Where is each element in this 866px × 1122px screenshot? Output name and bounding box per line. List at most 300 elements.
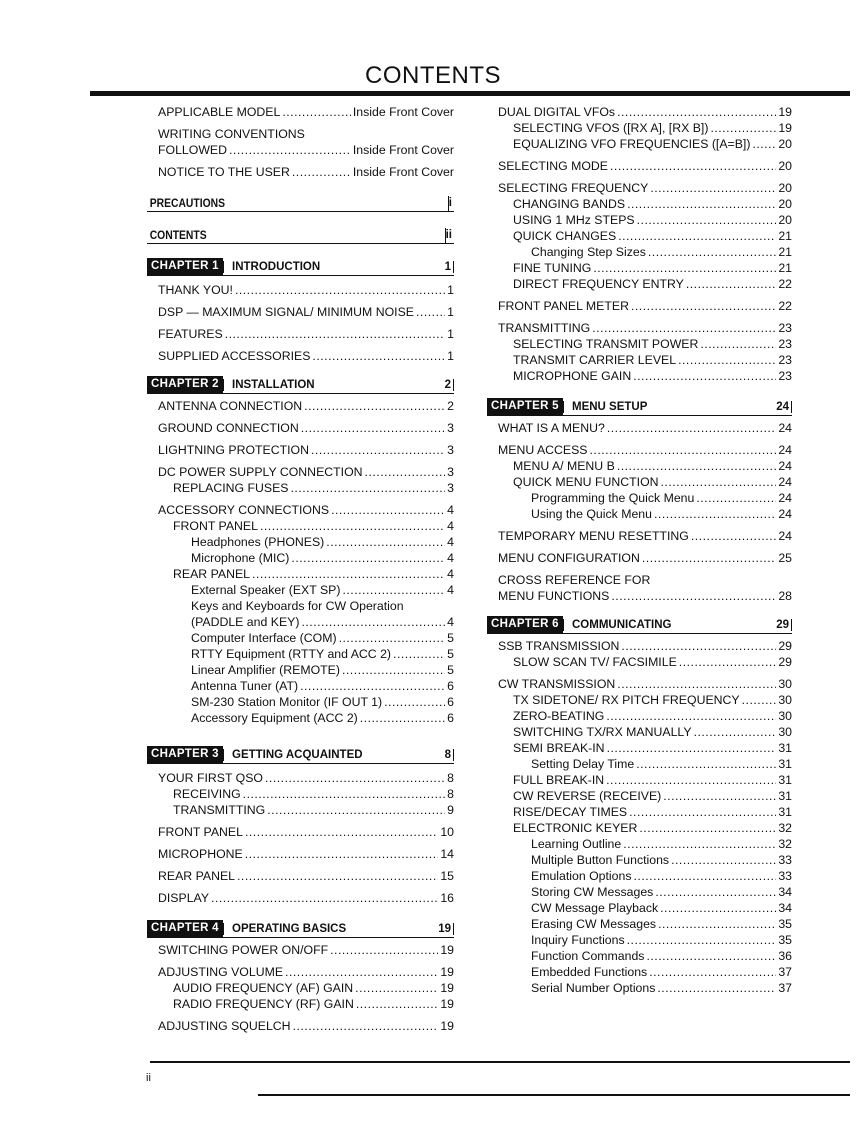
entry-label: YOUR FIRST QSO: [158, 771, 263, 785]
toc-entry[interactable]: [158, 942, 454, 958]
toc-entry[interactable]: [498, 228, 792, 244]
entry-label: EQUALIZING VFO FREQUENCIES ([A=B]): [513, 137, 751, 151]
entry-label: ADJUSTING VOLUME: [158, 965, 284, 979]
section-heading[interactable]: [147, 228, 454, 244]
dot-leader: [606, 708, 776, 724]
entry-page: 3: [447, 421, 454, 435]
chapter-heading[interactable]: [147, 920, 454, 938]
toc-right-column: [491, 104, 792, 996]
toc-entry[interactable]: [158, 890, 454, 906]
entry-line: [191, 614, 454, 630]
dot-leader: [265, 770, 445, 786]
toc-entry[interactable]: [498, 572, 792, 604]
toc-entry[interactable]: [158, 480, 454, 496]
entry-page: 24: [778, 475, 792, 489]
dot-leader: [646, 948, 776, 964]
entry-page: 6: [447, 679, 454, 693]
entry-label: SSB TRANSMISSION: [498, 639, 620, 653]
entry-label: TX SIDETONE/ RX PITCH FREQUENCY: [513, 693, 740, 707]
dot-leader: [301, 420, 445, 436]
entry-page: 34: [778, 885, 792, 899]
section-heading[interactable]: [147, 196, 454, 212]
dot-leader: [245, 824, 438, 840]
entry-label: WHAT IS A MENU?: [498, 421, 605, 435]
chapter-title: COMMUNICATING: [563, 619, 772, 631]
dot-leader: [292, 164, 351, 180]
chapter-badge: CHAPTER 3: [147, 746, 223, 763]
page-number: ii: [146, 1072, 151, 1084]
toc-entry[interactable]: [158, 646, 454, 662]
dot-leader: [229, 142, 351, 158]
section-title: PRECAUTIONS: [149, 197, 226, 210]
entry-page: 24: [778, 507, 792, 521]
entry-label: RECEIVING: [173, 787, 241, 801]
toc-entry[interactable]: [498, 336, 792, 352]
entry-label: Changing Step Sizes: [531, 245, 646, 259]
entry-page: 19: [440, 943, 454, 957]
dot-leader: [636, 756, 776, 772]
entry-label: ZERO-BEATING: [513, 709, 605, 723]
entry-page: 4: [447, 503, 454, 517]
entry-page: 30: [778, 677, 792, 691]
dot-leader: [237, 868, 438, 884]
entry-label: DUAL DIGITAL VFOs: [498, 105, 616, 119]
toc-entry[interactable]: [498, 352, 792, 368]
entry-page: 35: [778, 933, 792, 947]
toc-entry[interactable]: [498, 868, 792, 884]
toc-entry[interactable]: [498, 180, 792, 196]
entry-label: SLOW SCAN TV/ FACSIMILE: [513, 655, 677, 669]
entry-page: 2: [447, 399, 454, 413]
chapter-title: INSTALLATION: [223, 379, 441, 391]
toc-entry[interactable]: [158, 868, 454, 884]
entry-label: Embedded Functions: [531, 965, 648, 979]
toc-entry[interactable]: [498, 638, 792, 654]
entry-page: 8: [447, 787, 454, 801]
page-title: CONTENTS: [365, 62, 501, 89]
entry-label: Computer Interface (COM): [191, 631, 337, 645]
entry-page: 31: [778, 789, 792, 803]
entry-label: CW REVERSE (RECEIVE): [513, 789, 662, 803]
dot-leader: [285, 964, 438, 980]
toc-entry[interactable]: [498, 506, 792, 522]
entry-label: QUICK MENU FUNCTION: [513, 475, 659, 489]
entry-label: CHANGING BANDS: [513, 197, 626, 211]
entry-label: Keys and Keyboards for CW Operation: [191, 599, 404, 613]
entry-page: 29: [778, 655, 792, 669]
entry-page: 19: [440, 965, 454, 979]
toc-entry[interactable]: [498, 458, 792, 474]
entry-page: 8: [447, 771, 454, 785]
entry-label: ANTENNA CONNECTION: [158, 399, 303, 413]
entry-page: 24: [778, 443, 792, 457]
entry-label: SWITCHING TX/RX MANUALLY: [513, 725, 692, 739]
entry-page: 10: [440, 825, 454, 839]
toc-entry[interactable]: [498, 442, 792, 458]
dot-leader: [360, 710, 445, 726]
dot-leader: [633, 868, 776, 884]
entry-label: Antenna Tuner (AT): [191, 679, 299, 693]
entry-page: 4: [447, 567, 454, 581]
entry-label: SWITCHING POWER ON/OFF: [158, 943, 329, 957]
entry-label: RADIO FREQUENCY (RF) GAIN: [173, 997, 354, 1011]
toc-entry[interactable]: [158, 770, 454, 786]
toc-entry[interactable]: [498, 136, 792, 152]
toc-entry[interactable]: [498, 788, 792, 804]
dot-leader: [617, 676, 776, 692]
toc-entry[interactable]: [158, 996, 454, 1012]
toc-entry[interactable]: [498, 550, 792, 566]
toc-entry[interactable]: [498, 676, 792, 692]
dot-leader: [742, 692, 777, 708]
chapter-page: 24: [772, 401, 792, 413]
toc-entry[interactable]: [498, 368, 792, 384]
dot-leader: [679, 654, 777, 670]
entry-label: Emulation Options: [531, 869, 632, 883]
entry-label: Erasing CW Messages: [531, 917, 657, 931]
entry-label: DSP — MAXIMUM SIGNAL/ MINIMUM NOISE: [158, 305, 414, 319]
toc-entry[interactable]: [158, 304, 454, 320]
toc-entry[interactable]: [498, 298, 792, 314]
entry-page: 23: [778, 337, 792, 351]
dot-leader: [331, 502, 445, 518]
toc-entry[interactable]: [158, 282, 454, 298]
chapter-heading[interactable]: [147, 376, 454, 394]
entry-page: 1: [447, 283, 454, 297]
dot-leader: [312, 348, 445, 364]
entry-page: 31: [778, 757, 792, 771]
toc-entry[interactable]: [158, 502, 454, 518]
toc-entry[interactable]: [158, 662, 454, 678]
dot-leader: [663, 788, 776, 804]
entry-page: 5: [447, 647, 454, 661]
toc-entry[interactable]: [158, 420, 454, 436]
toc-entry[interactable]: [498, 820, 792, 836]
toc-entry[interactable]: [158, 464, 454, 480]
dot-leader: [235, 282, 445, 298]
entry-label: Using the Quick Menu: [531, 507, 652, 521]
entry-page: 20: [778, 197, 792, 211]
toc-entry[interactable]: [498, 474, 792, 490]
entry-label: Multiple Button Functions: [531, 853, 670, 867]
toc-entry[interactable]: [158, 964, 454, 980]
entry-label: FRONT PANEL: [158, 825, 243, 839]
dot-leader: [661, 474, 777, 490]
entry-page: 1: [447, 349, 454, 363]
entry-label: THANK YOU!: [158, 283, 233, 297]
toc-entry[interactable]: [158, 678, 454, 694]
toc-entry[interactable]: [498, 916, 792, 932]
toc-entry[interactable]: [498, 724, 792, 740]
entry-page: 9: [447, 803, 454, 817]
toc-entry[interactable]: [498, 756, 792, 772]
entry-page: 20: [778, 159, 792, 173]
entry-label: FINE TUNING: [513, 261, 592, 275]
entry-label: GROUND CONNECTION: [158, 421, 299, 435]
chapter-page: 2: [441, 379, 454, 391]
entry-page: 21: [778, 229, 792, 243]
entry-label: TRANSMITTING: [498, 321, 591, 335]
toc-entry[interactable]: [498, 244, 792, 260]
toc-entry[interactable]: [498, 654, 792, 670]
entry-page: 28: [778, 589, 792, 603]
dot-leader: [610, 158, 776, 174]
chapter-heading[interactable]: [147, 258, 454, 276]
entry-page: Inside Front Cover: [352, 165, 454, 179]
toc-entry[interactable]: [498, 420, 792, 436]
entry-label: Serial Number Options: [531, 981, 656, 995]
entry-label: REAR PANEL: [158, 869, 235, 883]
entry-page: 1: [447, 327, 454, 341]
dot-leader: [678, 352, 776, 368]
entry-page: 23: [778, 321, 792, 335]
dot-leader: [700, 336, 776, 352]
footer-rule-lower: [258, 1094, 850, 1096]
toc-entry[interactable]: [498, 772, 792, 788]
footer-rule: [150, 1061, 850, 1063]
dot-leader: [686, 276, 776, 292]
toc-entry[interactable]: [158, 630, 454, 646]
dot-leader: [301, 614, 445, 630]
entry-label: WRITING CONVENTIONS: [158, 127, 305, 141]
toc-entry[interactable]: [158, 326, 454, 342]
entry-page: 4: [447, 583, 454, 597]
toc-entry[interactable]: [498, 196, 792, 212]
entry-page: 5: [447, 631, 454, 645]
entry-label: RTTY Equipment (RTTY and ACC 2): [191, 647, 392, 661]
entry-page: 20: [778, 181, 792, 195]
entry-label: TRANSMITTING: [173, 803, 266, 817]
toc-entry[interactable]: [158, 824, 454, 840]
toc-entry[interactable]: [498, 740, 792, 756]
chapter-heading[interactable]: [147, 746, 454, 764]
chapter-page: 19: [434, 923, 454, 935]
chapter-heading[interactable]: [487, 616, 792, 634]
chapter-title: INTRODUCTION: [223, 261, 441, 273]
toc-entry[interactable]: [158, 550, 454, 566]
toc-entry[interactable]: [158, 710, 454, 726]
entry-page: 32: [778, 821, 792, 835]
entry-label: External Speaker (EXT SP): [191, 583, 341, 597]
toc-entry[interactable]: [498, 320, 792, 336]
dot-leader: [282, 104, 351, 120]
entry-label: SUPPLIED ACCESSORIES: [158, 349, 311, 363]
dot-leader: [627, 932, 777, 948]
dot-leader: [356, 996, 438, 1012]
dot-leader: [365, 464, 446, 480]
chapter-page: 29: [772, 619, 792, 631]
dot-leader: [267, 802, 445, 818]
toc-entry[interactable]: [158, 534, 454, 550]
dot-leader: [606, 772, 776, 788]
entry-label: MENU A/ MENU B: [513, 459, 615, 473]
entry-label: MICROPHONE: [158, 847, 243, 861]
dot-leader: [225, 326, 445, 342]
toc-entry[interactable]: [498, 158, 792, 174]
toc-entry[interactable]: [498, 212, 792, 228]
entry-label: MENU ACCESS: [498, 443, 588, 457]
dot-leader: [611, 588, 776, 604]
entry-label: ELECTRONIC KEYER: [513, 821, 638, 835]
dot-leader: [590, 442, 777, 458]
entry-page: 3: [447, 481, 454, 495]
dot-leader: [592, 320, 776, 336]
toc-entry[interactable]: [158, 104, 454, 120]
entry-page: 32: [778, 837, 792, 851]
toc-entry[interactable]: [498, 836, 792, 852]
toc-entry[interactable]: [498, 528, 792, 544]
dot-leader: [657, 980, 776, 996]
dot-leader: [627, 196, 776, 212]
toc-entry[interactable]: [158, 348, 454, 364]
section-page: i: [448, 197, 452, 209]
toc-entry[interactable]: [498, 104, 792, 120]
toc-entry[interactable]: [158, 582, 454, 598]
toc-entry[interactable]: [158, 398, 454, 414]
chapter-badge: CHAPTER 1: [147, 258, 223, 275]
entry-label: SELECTING FREQUENCY: [498, 181, 649, 195]
entry-label: SELECTING TRANSMIT POWER: [513, 337, 699, 351]
dot-leader: [618, 228, 776, 244]
entry-label: RISE/DECAY TIMES: [513, 805, 628, 819]
entry-page: 4: [447, 551, 454, 565]
toc-entry[interactable]: [498, 980, 792, 996]
dot-leader: [339, 630, 446, 646]
entry-label: FRONT PANEL METER: [498, 299, 629, 313]
toc-entry[interactable]: [498, 964, 792, 980]
toc-entry[interactable]: [498, 852, 792, 868]
chapter-page: 8: [441, 749, 454, 761]
dot-leader: [304, 398, 445, 414]
toc-entry[interactable]: [158, 694, 454, 710]
entry-label: Linear Amplifier (REMOTE): [191, 663, 340, 677]
entry-page: 20: [778, 137, 792, 151]
toc-entry[interactable]: [498, 932, 792, 948]
entry-page: 23: [778, 353, 792, 367]
entry-page: 19: [778, 105, 792, 119]
toc-entry[interactable]: [158, 980, 454, 996]
toc-entry[interactable]: [158, 598, 454, 630]
entry-page: 4: [447, 615, 454, 629]
entry-page: 33: [778, 869, 792, 883]
dot-leader: [658, 916, 776, 932]
entry-label: DC POWER SUPPLY CONNECTION: [158, 465, 363, 479]
entry-page: 25: [778, 551, 792, 565]
chapter-title: OPERATING BASICS: [223, 923, 434, 935]
toc-entry[interactable]: [498, 276, 792, 292]
entry-label: SEMI BREAK-IN: [513, 741, 605, 755]
entry-page: 3: [447, 465, 454, 479]
dot-leader: [649, 964, 776, 980]
toc-entry[interactable]: [498, 120, 792, 136]
toc-entry[interactable]: [158, 566, 454, 582]
dot-leader: [393, 646, 445, 662]
entry-page: Inside Front Cover: [352, 143, 454, 157]
dot-leader: [311, 442, 445, 458]
chapter-page: 1: [441, 261, 454, 273]
toc-entry[interactable]: [158, 1018, 454, 1034]
entry-label: SELECTING VFOS ([RX A], [RX B]): [513, 121, 709, 135]
dot-leader: [293, 1018, 439, 1034]
entry-label-cont: FOLLOWED: [158, 143, 228, 157]
toc-entry[interactable]: [498, 260, 792, 276]
entry-page: 19: [440, 1019, 454, 1033]
entry-page: 21: [778, 245, 792, 259]
toc-entry[interactable]: [498, 804, 792, 820]
dot-leader: [355, 980, 438, 996]
entry-label-cont: (PADDLE and KEY): [191, 615, 300, 629]
toc-entry[interactable]: [498, 708, 792, 724]
entry-label: Headphones (PHONES): [191, 535, 325, 549]
entry-page: 4: [447, 535, 454, 549]
chapter-title: MENU SETUP: [563, 401, 772, 413]
dot-leader: [691, 528, 776, 544]
entry-label: SM-230 Station Monitor (IF OUT 1): [191, 695, 383, 709]
entry-page: 24: [778, 459, 792, 473]
entry-page: 37: [778, 965, 792, 979]
section-title: CONTENTS: [149, 229, 207, 242]
dot-leader: [633, 368, 776, 384]
entry-line: [498, 588, 792, 604]
entry-page: Inside Front Cover: [352, 105, 454, 119]
dot-leader: [245, 846, 439, 862]
toc-left-column: [149, 104, 454, 1034]
entry-label: USING 1 MHz STEPS: [513, 213, 635, 227]
toc-entry[interactable]: [158, 846, 454, 862]
dot-leader: [342, 582, 445, 598]
dot-leader: [416, 304, 445, 320]
entry-label: ADJUSTING SQUELCH: [158, 1019, 291, 1033]
toc-entry[interactable]: [498, 490, 792, 506]
dot-leader: [384, 694, 445, 710]
entry-page: 22: [778, 277, 792, 291]
entry-label: FULL BREAK-IN: [513, 773, 605, 787]
chapter-heading[interactable]: [487, 398, 792, 416]
chapter-badge: CHAPTER 4: [147, 920, 223, 937]
entry-page: 22: [778, 299, 792, 313]
entry-page: 19: [778, 121, 792, 135]
dot-leader: [752, 136, 776, 152]
toc-entry[interactable]: [498, 948, 792, 964]
entry-label: REPLACING FUSES: [173, 481, 289, 495]
toc-entry[interactable]: [158, 518, 454, 534]
entry-page: 29: [778, 639, 792, 653]
entry-page: 24: [778, 421, 792, 435]
entry-label: Storing CW Messages: [531, 885, 654, 899]
toc-entry[interactable]: [158, 164, 454, 180]
entry-page: 34: [778, 901, 792, 915]
entry-label-cont: MENU FUNCTIONS: [498, 589, 610, 603]
entry-page: 33: [778, 853, 792, 867]
dot-leader: [607, 420, 776, 436]
toc-entry[interactable]: [158, 786, 454, 802]
toc-entry[interactable]: [158, 442, 454, 458]
entry-label: FRONT PANEL: [173, 519, 258, 533]
entry-label: CROSS REFERENCE FOR: [498, 573, 651, 587]
toc-entry[interactable]: [158, 126, 454, 158]
dot-leader: [710, 120, 776, 136]
entry-page: 24: [778, 491, 792, 505]
entry-label: APPLICABLE MODEL: [158, 105, 281, 119]
entry-label: CW Message Playback: [531, 901, 659, 915]
entry-label: Inquiry Functions: [531, 933, 625, 947]
entry-page: 19: [440, 981, 454, 995]
toc-entry[interactable]: [498, 692, 792, 708]
toc-entry[interactable]: [158, 802, 454, 818]
dot-leader: [639, 820, 776, 836]
toc-entry[interactable]: [498, 884, 792, 900]
toc-entry[interactable]: [498, 900, 792, 916]
